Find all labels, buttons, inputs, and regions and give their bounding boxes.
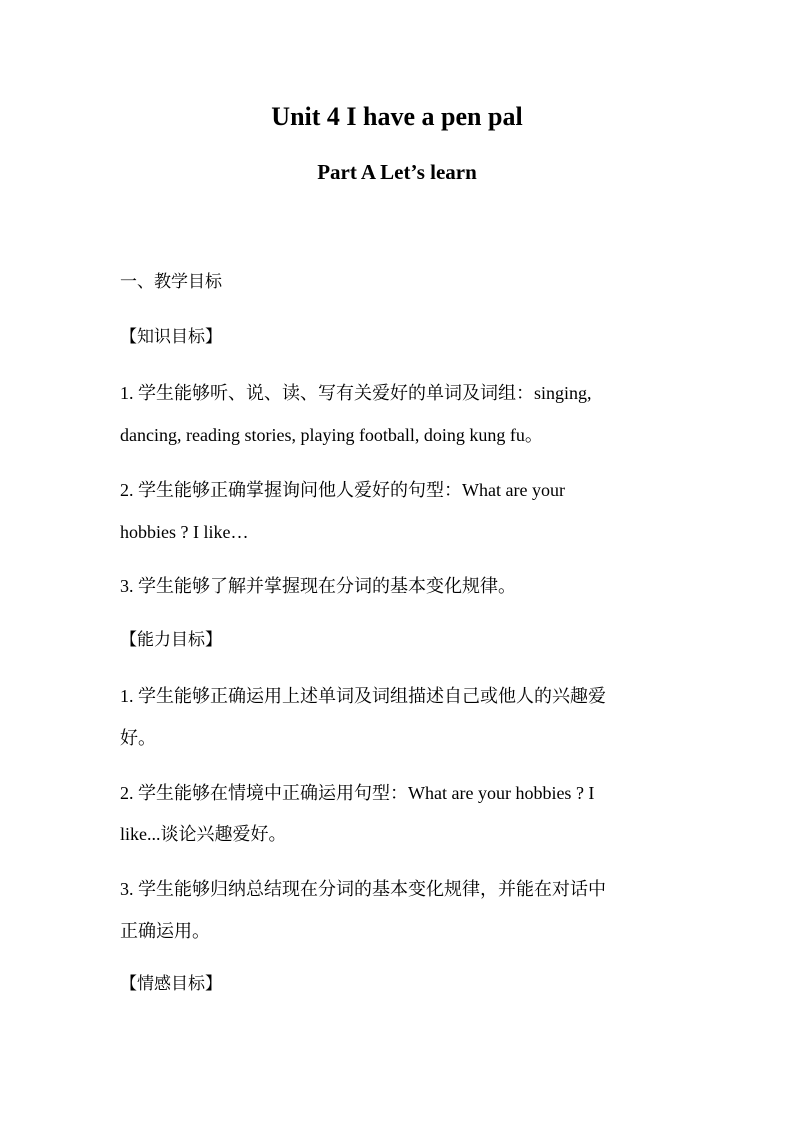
section-heading-teaching-objectives: 一、教学目标 xyxy=(120,272,222,292)
knowledge-item-2-line-2: hobbies ? I like… xyxy=(120,522,249,542)
ability-item-3-line-1: 3. 学生能够归纳总结现在分词的基本变化规律，并能在对话中 xyxy=(120,879,606,899)
knowledge-objectives-heading: 【知识目标】 xyxy=(120,327,222,347)
document-title: Unit 4 I have a pen pal xyxy=(271,102,523,131)
ability-item-3-line-2: 正确运用。 xyxy=(120,921,210,941)
emotion-objectives-heading: 【情感目标】 xyxy=(120,974,222,994)
ability-objectives-heading: 【能力目标】 xyxy=(120,630,222,650)
knowledge-item-1-line-1: 1. 学生能够听、说、读、写有关爱好的单词及词组：singing, xyxy=(120,383,592,403)
ability-item-1-line-1: 1. 学生能够正确运用上述单词及词组描述自己或他人的兴趣爱 xyxy=(120,686,606,706)
knowledge-item-2-line-1: 2. 学生能够正确掌握询问他人爱好的句型：What are your xyxy=(120,480,565,500)
knowledge-item-1-line-2: dancing, reading stories, playing football, doing kung fu。 xyxy=(120,425,543,445)
ability-item-1-line-2: 好。 xyxy=(120,728,156,748)
ability-item-2-line-1: 2. 学生能够在情境中正确运用句型：What are your hobbies ? I xyxy=(120,783,595,803)
ability-item-2-line-2: like...谈论兴趣爱好。 xyxy=(120,824,287,844)
document-subtitle: Part A Let’s learn xyxy=(317,160,477,184)
knowledge-item-3-line-1: 3. 学生能够了解并掌握现在分词的基本变化规律。 xyxy=(120,576,516,596)
